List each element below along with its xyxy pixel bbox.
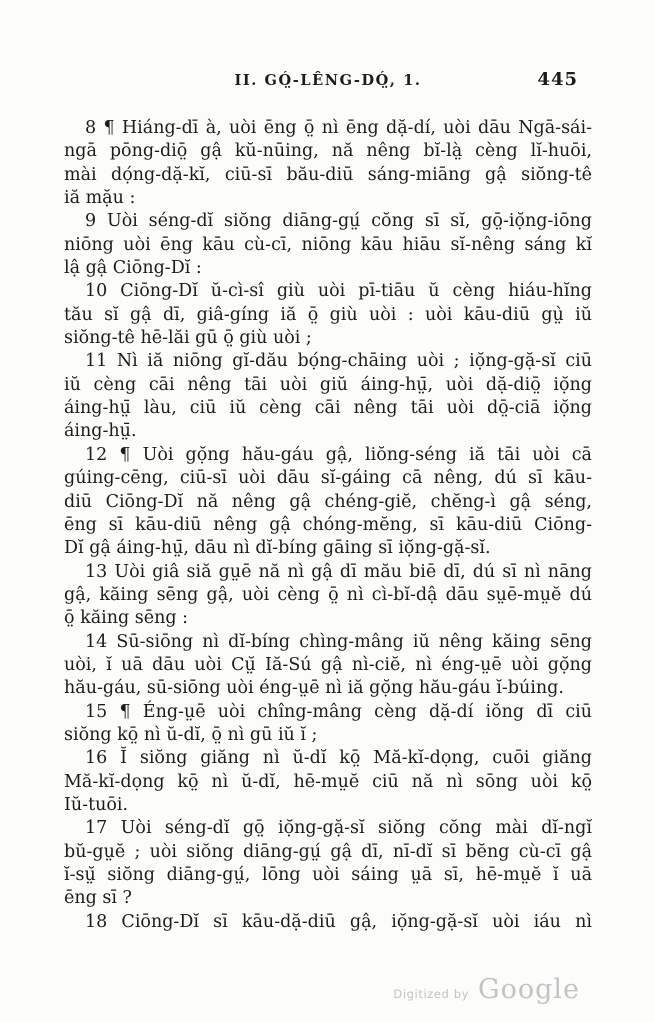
verse-line: bŭ-gṳĕ ; uòi siŏng diāng-gṳ́ gậ dī, nī-dĭ sī bĕng cù-cī gậ bbox=[64, 841, 592, 862]
verse-line: ō̤ kăing sēng : bbox=[64, 608, 189, 629]
verse-line: Dĭ gậ áing-hṳ̄, dāu nì dĭ-bíng gāing sī iọ̆ng-gặ-sĭ. bbox=[64, 538, 491, 559]
verse-line: áing-hṳ̄. bbox=[64, 421, 137, 442]
verse-line: 11 Nì iă niōng gĭ-dău bọ́ng-chāing uòi ; iọ̆ng-gặ-sĭ ciū bbox=[85, 351, 592, 372]
verse-container bbox=[64, 117, 592, 934]
verse-18 bbox=[64, 911, 592, 934]
verse-line: hău-gáu, sū-siōng uòi éng-ṳē nì iă gọ̆ng hău-gáu ĭ-búing. bbox=[64, 678, 564, 699]
verse-line: iŭ cèng cāi nêng tāi uòi giŭ áing-hṳ̄, uòi dặ-diō̤ iọ̆ng bbox=[64, 374, 592, 395]
verse-line: ngā pōng-diō̤ gậ kŭ-nūing, nă nêng bĭ-là̤ cèng lĭ-huōi, bbox=[64, 141, 592, 162]
verse-line: iă mặu : bbox=[64, 188, 136, 209]
verse-line: uòi, ĭ uā dāu uòi Cṳ̆ Iă-Sú gậ nì-ciĕ, nì éng-ṳē uòi gọ̆ng bbox=[64, 654, 592, 675]
verse-line: niōng uòi ēng kāu cù-cī, niōng kāu hiāu sĭ-nêng sáng kĭ bbox=[64, 234, 592, 255]
verse-16 bbox=[64, 747, 592, 817]
verse-10 bbox=[64, 280, 592, 350]
verse-line: gúing-cēng, ciū-sī uòi dāu sĭ-gáing cā nêng, dú sī kāu- bbox=[64, 468, 592, 489]
verse-line: diū Ciōng-Dĭ nă nêng gậ chéng-giĕ, chĕng-ì gậ séng, bbox=[64, 491, 592, 512]
verse-line: gậ, kăing sēng gậ, uòi cèng ō̤ nì cì-bĭ-dậ dāu sṳē-mṳĕ dú bbox=[64, 584, 592, 605]
page-header bbox=[64, 69, 592, 96]
verse-line: 17 Uòi séng-dĭ gō̤ iọ̆ng-gặ-sĭ siŏng cŏng mài dĭ-ngĭ bbox=[85, 818, 592, 839]
verse-line: 10 Ciōng-Dĭ ŭ-cì-sî giù uòi pī-tiāu ŭ cèng hiáu-hĭng bbox=[85, 281, 592, 302]
verse-line: Iŭ-tuōi. bbox=[64, 794, 129, 815]
verse-line: 14 Sū-siōng nì dĭ-bíng chìng-mâng iŭ nêng kăing sēng bbox=[85, 631, 592, 652]
verse-line: 9 Uòi séng-dĭ siŏng diāng-gṳ́ cŏng sī sĭ, gō̤-iọ̆ng-iōng bbox=[85, 211, 592, 232]
verse-line: siŏng-tê hē-lăi gū ō̤ giù uòi ; bbox=[64, 328, 312, 349]
verse-line: Mă-kĭ-dọng kō̤ nì ŭ-dĭ, hē-mṳĕ ciū nă nì sōng uòi kō̤ bbox=[64, 771, 592, 792]
verse-line: ēng sī ? bbox=[64, 888, 132, 909]
google-logo: Google bbox=[478, 974, 580, 1005]
verse-line: 15 ¶ Éng-ṳē uòi chîng-mâng cèng dặ-dí iŏng dī ciū bbox=[85, 701, 592, 722]
digitized-by-text: Digitized by bbox=[393, 987, 470, 1001]
verse-8 bbox=[64, 117, 592, 210]
verse-line: tău sĭ gậ dī, giâ-gíng iă ō̤ giù uòi : uòi kāu-diū gṳ̀ iŭ bbox=[64, 304, 592, 325]
digitization-watermark bbox=[393, 974, 580, 1005]
verse-line: 8 ¶ Hiáng-dī à, uòi ēng ō̤ nì ēng dặ-dí, uòi dāu Ngā-sái- bbox=[85, 118, 592, 138]
verse-line: siŏng kō̤ nì ŭ-dĭ, ō̤ nì gū iŭ ĭ ; bbox=[64, 724, 318, 745]
verse-line: 18 Ciōng-Dĭ sī kāu-dặ-diū gậ, iọ̆ng-gặ-sĭ uòi iáu nì bbox=[85, 911, 592, 932]
verse-11 bbox=[64, 350, 592, 443]
verse-line: lậ gậ Ciōng-Dĭ : bbox=[64, 258, 202, 279]
verse-17 bbox=[64, 817, 592, 910]
verse-14 bbox=[64, 631, 592, 701]
verse-line: 12 ¶ Uòi gọ̆ng hău-gáu gậ, liŏng-séng iă tāi uòi cā bbox=[85, 444, 592, 465]
verse-15 bbox=[64, 701, 592, 748]
verse-line: mài dọ́ng-dặ-kĭ, ciū-sī bău-diū sáng-miāng gậ siŏng-tê bbox=[64, 164, 592, 185]
verse-line: ĭ-sṳ̆ siŏng diāng-gṳ́, lōng uòi sáing ṳā sī, hē-mṳĕ ĭ uā bbox=[64, 865, 592, 885]
verse-9 bbox=[64, 210, 592, 280]
verse-12 bbox=[64, 444, 592, 561]
verse-line: áing-hṳ̄ làu, ciū iŭ cèng cāi nêng tāi uòi dō̤-ciā iọ̆ng bbox=[64, 398, 592, 419]
page-number: 445 bbox=[537, 69, 578, 90]
verse-line: 13 Uòi giâ siă gṳē nă nì gậ dī mău biē dī, dú sī nì nāng bbox=[85, 561, 592, 582]
running-title: II. GÓ̤-LÊNG-DÓ̤, 1. bbox=[234, 72, 422, 89]
verse-line: 16 Ĭ siŏng giăng nì ŭ-dĭ kō̤ Mă-kĭ-dọng, cuōi giăng bbox=[85, 748, 592, 769]
verse-line: ēng sī kāu-diū nêng gậ chóng-mĕng, sī kāu-diū Ciōng- bbox=[64, 514, 592, 535]
verse-13 bbox=[64, 561, 592, 631]
